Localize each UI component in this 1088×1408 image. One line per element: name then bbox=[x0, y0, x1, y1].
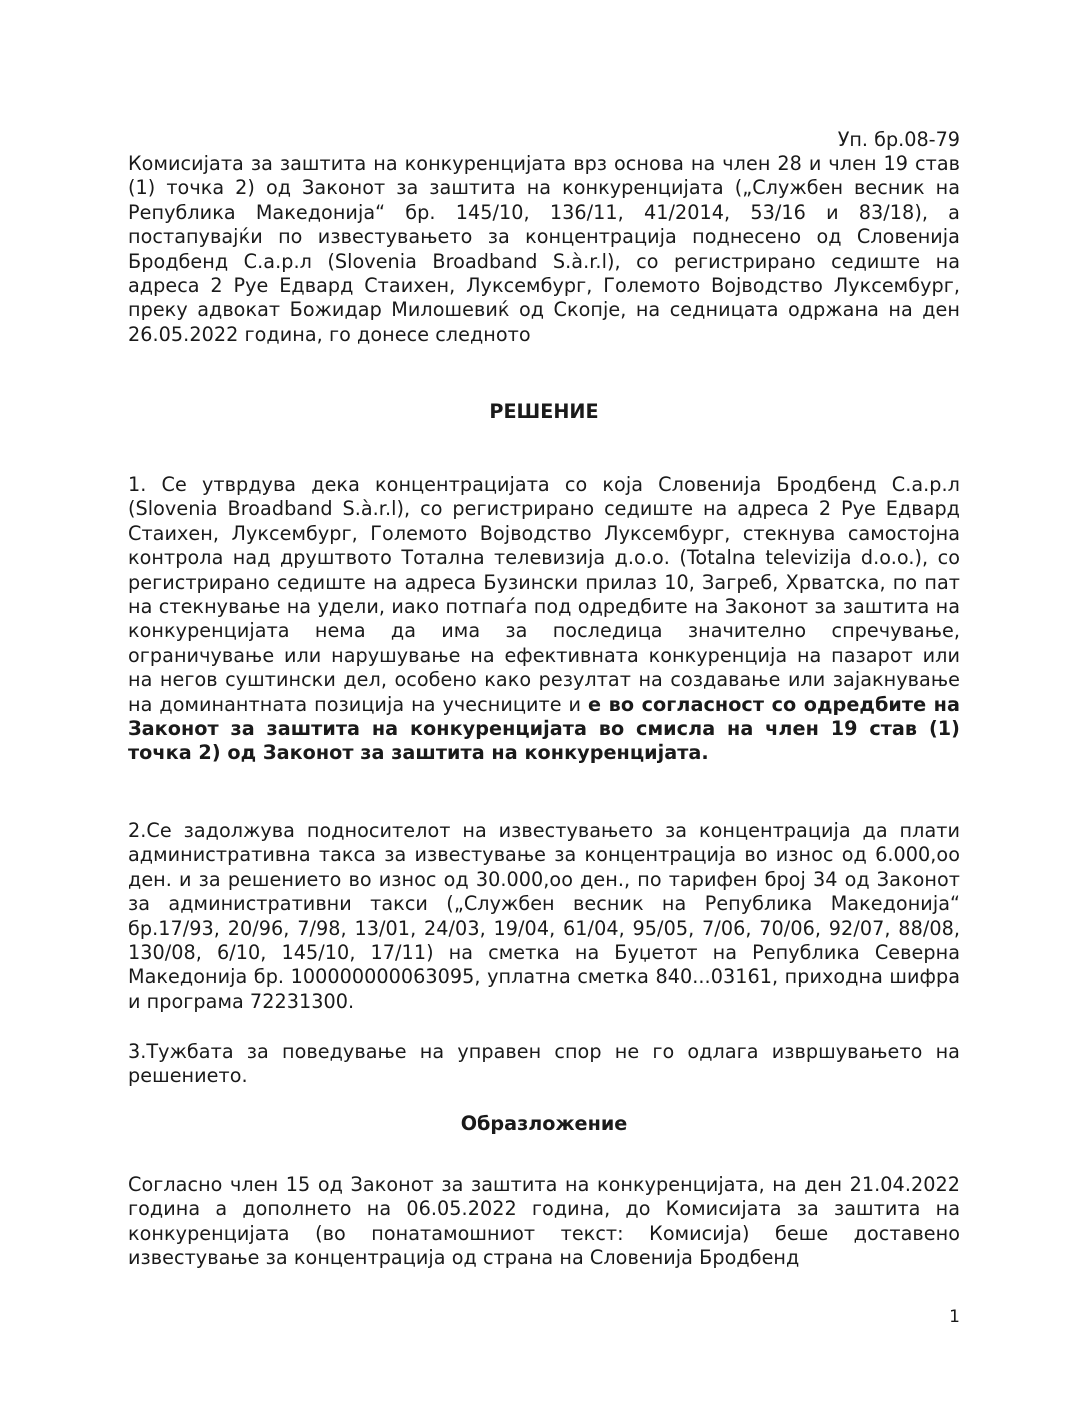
decision-heading: РЕШЕНИЕ bbox=[489, 400, 599, 423]
decision-point-1 bbox=[128, 473, 960, 766]
page-number: 1 bbox=[949, 1307, 960, 1327]
reasoning-paragraph: Согласно член 15 од Законот за заштита на конкуренцијата, на ден 21.04.2022 година а дополнето на 06.05.2022 година, до Комисијата за заштита на конкуренцијата (во понатамошниот текст: Комисија) беше доставено известување за концентрација од страна на Словенија Бродбенд bbox=[128, 1173, 960, 1270]
reasoning-heading: Образложение bbox=[460, 1112, 628, 1135]
intro-paragraph: Комисијата за заштита на конкуренцијата врз основа на член 28 и член 19 став (1) точка 2) од Законот за заштита на конкуренцијата („Службен весник на Република Македонија“ бр. 145/10, 136/11, 41/2014, 53/16 и 83/18), а постапувајќи по известувањето за концентрација поднесено од Словенија Бродбенд С.а.р.л (Slovenia Broadband S.à.r.l), со регистрирано седиште на адреса 2 Руе Едвард Стаихен, Луксембург, Големото Војводство Луксембург, преку адвокат Божидар Милошевиќ од Скопје, на седницата одржана на ден 26.05.2022 година, го донесе следното bbox=[128, 152, 960, 346]
reference-number: Уп. бр.08-79 bbox=[837, 128, 960, 151]
point-1-bold-text: е во согласност со одредбите на Законот за заштита на конкуренцијата во смисла на член 19 став (1) точка 2) од Законот за заштита на конкуренцијата. bbox=[128, 692, 960, 765]
point-1-text: 1. Се утврдува дека концентрацијата со која Словенија Бродбенд С.а.р.л (Slovenia Broadband S.à.r.l), со регистрирано седиште на адреса 2 Руе Едвард Стаихен, Луксембург, Големото Војводство Луксембург, стекнува самостојна контрола над друштвото Тотална телевизија д.о.о. (Totalna televizija d.o.o.), со регистрирано седиште на адреса Бузински прилаз 10, Загреб, Хрватска, по пат на стекнување на удели, иако потпаѓа под одредбите на Законот за заштита на конкуренцијата нема да има за последица значително спречување, ограничување или нарушување на ефективната конкуренција на пазарот или на негов суштински дел, особено како резултат на создавање или зајакнување на доминантната позиција на учесниците и bbox=[128, 473, 960, 716]
decision-point-3: 3.Тужбата за поведување на управен спор не го одлага извршувањето на решението. bbox=[128, 1040, 960, 1088]
decision-point-2: 2.Се задолжува подносителот на известувањето за концентрација да плати административна такса за известување за концентрација во износ од 6.000,оо ден. и за решението во износ од 30.000,оо ден., по тарифен број 34 од Законот за административни такси („Службен весник на Република Македонија“ бр.17/93, 20/96, 7/98, 13/01, 24/03, 19/04, 61/04, 95/05, 7/06, 70/06, 92/07, 88/08, 130/08, 6/10, 145/10, 17/11) на сметка на Буџетот на Република Северна Македонија бр. 100000000063095, уплатна сметка 840...03161, приходна шифра и програма 72231300. bbox=[128, 819, 960, 1013]
